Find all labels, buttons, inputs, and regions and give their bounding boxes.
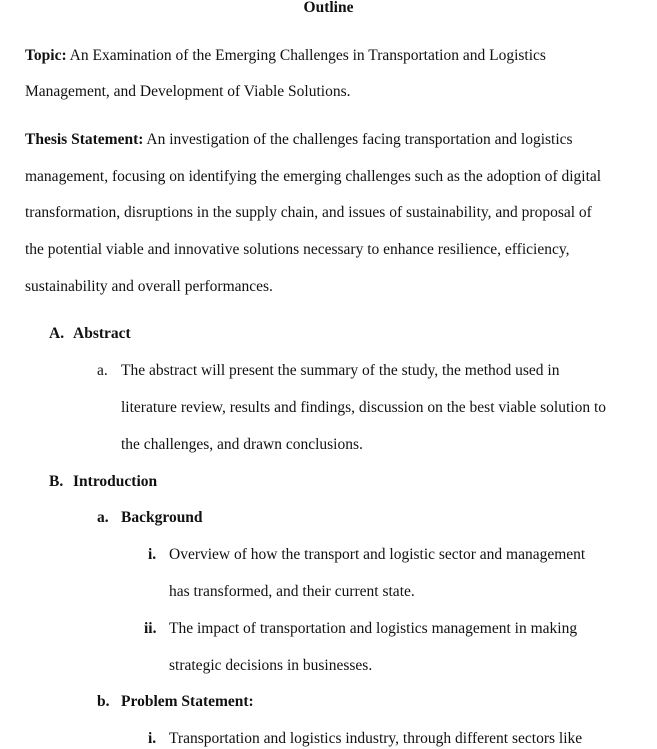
thesis-line-3: transformation, disruptions in the supply chain, and issues of sustainability, and proposal of <box>25 204 592 221</box>
topic-line-2: Management, and Development of Viable Solutions. <box>25 83 351 100</box>
abstract-line-3: the challenges, and drawn conclusions. <box>121 436 363 453</box>
section-heading: Abstract <box>73 325 131 342</box>
thesis-line-5: sustainability and overall performances. <box>25 278 273 295</box>
subsection-heading: Background <box>121 509 203 526</box>
thesis-text: An investigation of the challenges facing transportation and logistics <box>143 131 573 148</box>
item-marker: ii. <box>144 620 157 637</box>
subsection-heading: Problem Statement: <box>121 693 254 710</box>
problem-item-1-line-1: Transportation and logistics industry, through different sectors like <box>169 730 583 747</box>
topic-text: An Examination of the Emerging Challenges in Transportation and Logistics <box>66 47 546 64</box>
document-title: Outline <box>303 0 354 16</box>
abstract-line-2: literature review, results and findings, discussion on the best viable solution to <box>121 399 607 416</box>
section-marker: A. <box>49 325 65 342</box>
background-item-2-line-1: The impact of transportation and logistics management in making <box>169 620 578 637</box>
background-item-1-line-2: has transformed, and their current state. <box>169 583 415 600</box>
section-marker: B. <box>49 473 64 490</box>
item-marker: i. <box>148 730 157 747</box>
topic-line-1 <box>25 46 546 66</box>
thesis-line-4: the potential viable and innovative solutions necessary to enhance resilience, efficiency, <box>25 241 570 258</box>
item-marker: i. <box>148 546 157 563</box>
thesis-label: Thesis Statement: <box>25 131 144 148</box>
background-item-1-line-1: Overview of how the transport and logistic sector and management <box>169 546 586 563</box>
thesis-line-1 <box>25 130 573 150</box>
subsection-marker: b. <box>97 693 110 710</box>
topic-label: Topic: <box>25 47 67 64</box>
subsection-marker: a. <box>97 509 109 526</box>
background-item-2-line-2: strategic decisions in businesses. <box>169 657 373 674</box>
item-marker: a. <box>97 362 108 379</box>
abstract-line-1: The abstract will present the summary of the study, the method used in <box>121 362 560 379</box>
thesis-line-2: management, focusing on identifying the emerging challenges such as the adoption of digital <box>25 168 602 185</box>
section-heading: Introduction <box>73 473 158 490</box>
